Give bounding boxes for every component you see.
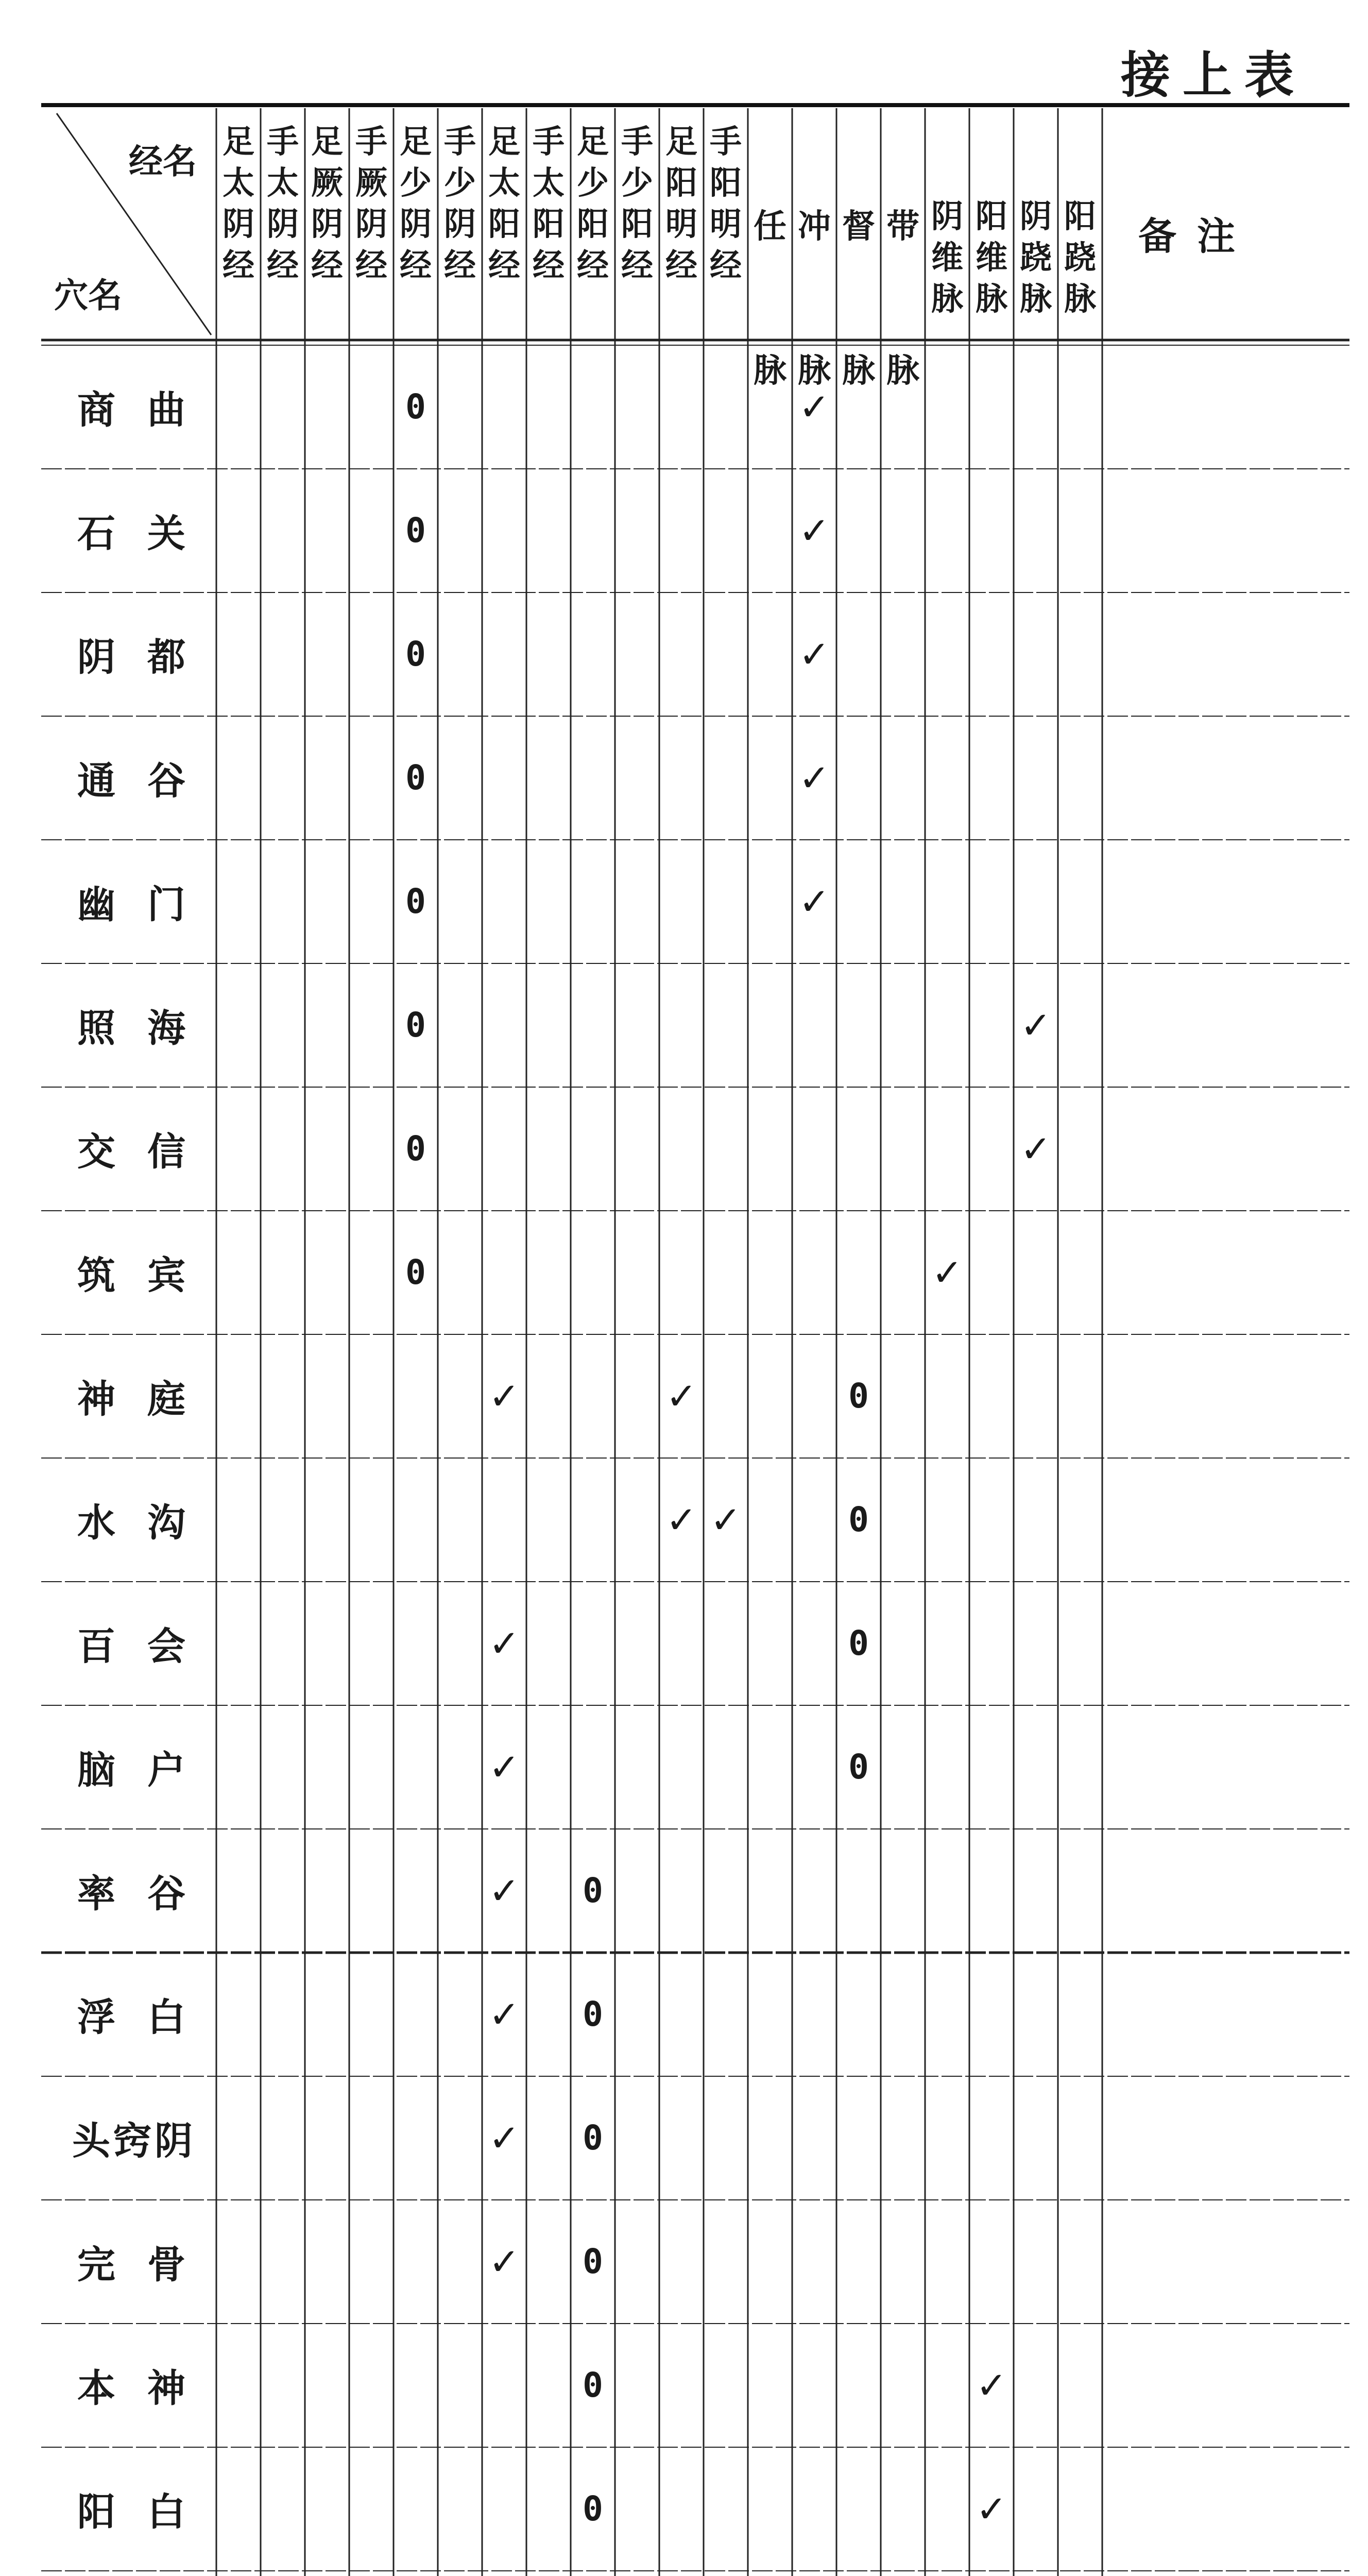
acupoint-name [77, 994, 185, 1056]
primary-mark: 0 [583, 2365, 603, 2405]
acupoint-char: 庭 [147, 1377, 185, 1421]
acupoint-char: 幽 [77, 883, 115, 927]
acupoint-char: 会 [147, 1624, 185, 1669]
check-mark: ✓ [488, 1622, 520, 1665]
acupoint-name [77, 1242, 185, 1303]
column-header: 手太阴经 [266, 123, 299, 284]
check-mark: ✓ [798, 756, 830, 800]
check-mark: ✓ [488, 2240, 520, 2283]
acupoint-char: 照 [77, 1006, 115, 1050]
check-mark: ✓ [665, 1375, 697, 1418]
acupoint-char: 神 [77, 1377, 115, 1421]
check-mark: ✓ [1020, 1127, 1052, 1171]
primary-mark: 0 [848, 1500, 869, 1539]
acupoint-char: 白 [147, 2490, 185, 2534]
acupoint-char: 百 [77, 1624, 115, 1669]
column-header: 手太阳经 [532, 123, 565, 284]
acupoint-name [77, 1613, 185, 1674]
check-mark: ✓ [488, 1745, 520, 1789]
acupoint-char: 神 [147, 2366, 185, 2411]
check-mark: ✓ [488, 2116, 520, 2160]
acupoint-name [77, 747, 185, 809]
acupoint-char: 宾 [147, 1253, 185, 1298]
acupoint-name [77, 1984, 185, 2045]
primary-mark: 0 [583, 2242, 603, 2281]
primary-mark: 0 [405, 1005, 426, 1045]
column-header: 足厥阴经 [311, 123, 343, 284]
acupoint-char: 阳 [77, 2490, 115, 2534]
column-header: 足少阴经 [399, 123, 432, 284]
acupoint-char: 海 [147, 1006, 185, 1050]
primary-mark: 0 [848, 1747, 869, 1787]
primary-mark: 0 [405, 882, 426, 921]
acupoint-char: 都 [147, 635, 185, 680]
acupoint-name [77, 623, 185, 685]
acupoint-char: 关 [147, 512, 185, 556]
check-mark: ✓ [488, 1869, 520, 1912]
column-header: 手厥阴经 [355, 123, 387, 284]
check-mark: ✓ [798, 880, 830, 923]
acupoint-char: 谷 [147, 759, 185, 803]
acupoint-char: 沟 [147, 1501, 185, 1545]
acupoint-char: 商 [77, 388, 115, 432]
column-header: 冲脉 [798, 207, 831, 390]
check-mark: ✓ [488, 1993, 520, 2036]
primary-mark: 0 [405, 634, 426, 674]
check-mark: ✓ [798, 633, 830, 676]
acupoint-char: 户 [147, 1748, 185, 1792]
acupoint-char: 完 [77, 2243, 115, 2287]
primary-mark: 0 [405, 758, 426, 798]
check-mark: ✓ [1020, 1004, 1052, 1047]
check-mark: ✓ [488, 1375, 520, 1418]
acupoint-name [77, 1365, 185, 1427]
acupoint-char: 通 [77, 759, 115, 803]
acupoint-char: 门 [147, 883, 185, 927]
acupoint-char: 阴 [77, 635, 115, 680]
acupoint-name [77, 1489, 185, 1551]
acupoint-char: 率 [77, 1872, 115, 1916]
acupoint-name [77, 500, 185, 562]
check-mark: ✓ [931, 1251, 963, 1294]
remarks-header: 备注 [1138, 214, 1256, 259]
acupoint-char: 本 [77, 2366, 115, 2411]
column-header: 阳维脉 [975, 197, 1007, 317]
column-header: 足少阳经 [576, 123, 609, 284]
acupoint-char: 浮 [77, 1995, 115, 2040]
acupoint-char: 石 [77, 512, 115, 556]
page-title: 接上表 [1121, 46, 1306, 104]
acupoint-char: 谷 [147, 1872, 185, 1916]
primary-mark: 0 [583, 1871, 603, 1910]
check-mark: ✓ [976, 2364, 1007, 2407]
check-mark: ✓ [798, 509, 830, 552]
acupoint-name [77, 1118, 185, 1180]
acupoint-char: 筑 [77, 1253, 115, 1298]
primary-mark: 0 [405, 387, 426, 427]
acupoint-char: 脑 [77, 1748, 115, 1792]
column-header: 阳跷脉 [1064, 197, 1096, 317]
acupoint-char: 骨 [147, 2243, 185, 2287]
acupoint-name [77, 376, 185, 438]
check-mark: ✓ [976, 2487, 1007, 2531]
column-header: 任脉 [754, 207, 786, 390]
acupoint-name [77, 1860, 185, 1922]
primary-mark: 0 [405, 511, 426, 550]
acupoint-char: 信 [147, 1130, 185, 1174]
corner-label-meridian: 经名 [129, 141, 197, 181]
acupoint-name [77, 1736, 185, 1798]
check-mark: ✓ [710, 1498, 742, 1541]
check-mark: ✓ [798, 385, 830, 429]
column-header: 手少阴经 [443, 123, 476, 284]
check-mark: ✓ [665, 1498, 697, 1541]
corner-label-acupoint: 穴名 [54, 275, 122, 315]
column-header: 足太阴经 [222, 123, 254, 284]
primary-mark: 0 [848, 1376, 869, 1416]
column-header: 督脉 [842, 207, 875, 390]
primary-mark: 0 [405, 1252, 426, 1292]
column-header: 足阳明经 [665, 123, 697, 284]
acupoint-name [77, 871, 185, 933]
acupoint-name [77, 2354, 185, 2416]
column-header: 手阳明经 [709, 123, 742, 284]
primary-mark: 0 [848, 1623, 869, 1663]
column-header: 足太阳经 [488, 123, 520, 284]
column-header: 阴维脉 [931, 197, 963, 317]
acupoint-char: 水 [77, 1501, 115, 1545]
acupoint-name [77, 2478, 185, 2540]
column-header: 带脉 [886, 207, 919, 390]
primary-mark: 0 [583, 2489, 603, 2529]
acupoint-char: 曲 [147, 388, 185, 432]
acupoint-name: 头窍阴 [72, 2119, 196, 2163]
primary-mark: 0 [583, 2118, 603, 2158]
primary-mark: 0 [405, 1129, 426, 1168]
column-header: 阴跷脉 [1019, 197, 1052, 317]
acupoint-char: 白 [147, 1995, 185, 2040]
acupoint-name [77, 2231, 185, 2293]
acupoint-char: 交 [77, 1130, 115, 1174]
column-header: 手少阳经 [621, 123, 653, 284]
primary-mark: 0 [583, 1994, 603, 2034]
